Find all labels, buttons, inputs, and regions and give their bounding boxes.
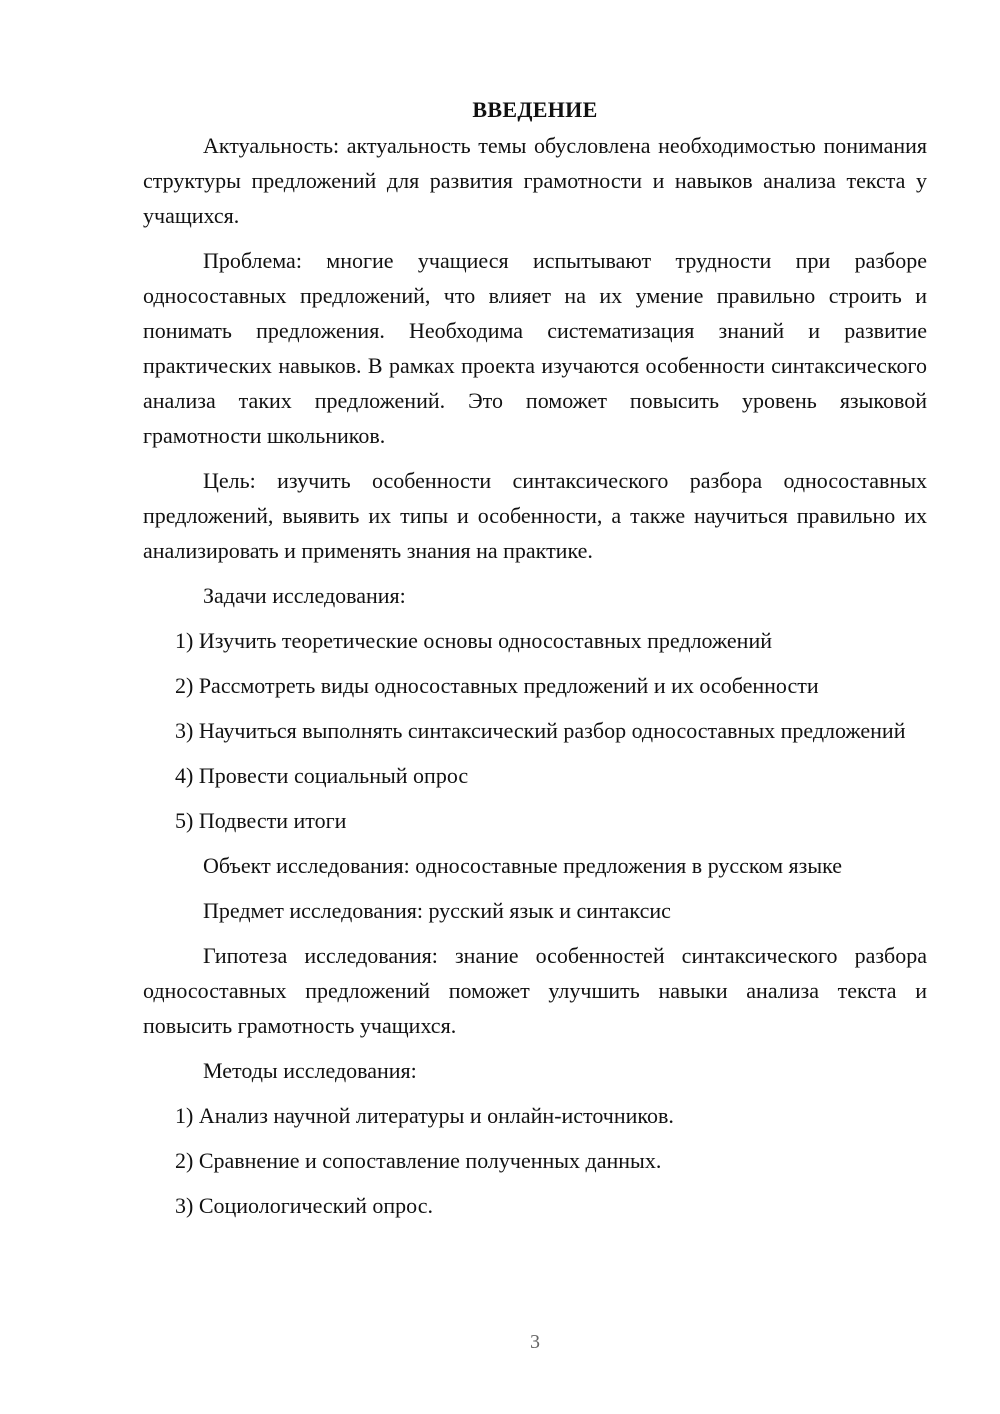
page-number: 3	[530, 1331, 540, 1353]
list-item: 4) Провести социальный опрос	[175, 763, 469, 788]
goal-paragraph: Цель: изучить особенности синтаксического разбора односоставных предложений, выявить их типы и особенности, а также научиться правильно их анализировать и применять знания на практике.	[143, 468, 927, 563]
list-item: 2) Рассмотреть виды односоставных предложений и их особенности	[175, 673, 819, 698]
list-item: 1) Анализ научной литературы и онлайн-источников.	[175, 1103, 674, 1128]
list-item: 3) Научиться выполнять синтаксический разбор односоставных предложений	[175, 718, 906, 743]
relevance-paragraph: Актуальность: актуальность темы обусловлена необходимостью понимания структуры предложений для развития грамотности и навыков анализа текста у учащихся.	[143, 133, 927, 228]
tasks-title: Задачи исследования:	[203, 583, 406, 608]
list-item: 5) Подвести итоги	[175, 808, 347, 833]
subject-line: Предмет исследования: русский язык и синтаксис	[203, 898, 671, 923]
list-item: 3) Социологический опрос.	[175, 1193, 433, 1218]
list-item: 2) Сравнение и сопоставление полученных данных.	[175, 1148, 662, 1173]
object-line: Объект исследования: односоставные предложения в русском языке	[203, 853, 842, 878]
tasks-list	[143, 623, 927, 838]
document-page	[143, 92, 927, 1233]
methods-list	[143, 1098, 927, 1223]
list-item: 1) Изучить теоретические основы односоставных предложений	[175, 628, 772, 653]
problem-paragraph: Проблема: многие учащиеся испытывают трудности при разборе односоставных предложений, что влияет на их умение правильно строить и понимать предложения. Необходима систематизация знаний и развитие практических навыков. В рамках проекта изучаются особенности синтаксического анализа таких предложений. Это поможет повысить уровень языковой грамотности школьников.	[143, 248, 927, 448]
section-heading: ВВЕДЕНИЕ	[472, 97, 598, 122]
methods-title: Методы исследования:	[203, 1058, 417, 1083]
hypothesis-paragraph: Гипотеза исследования: знание особенностей синтаксического разбора односоставных предложений поможет улучшить навыки анализа текста и повысить грамотность учащихся.	[143, 943, 927, 1038]
